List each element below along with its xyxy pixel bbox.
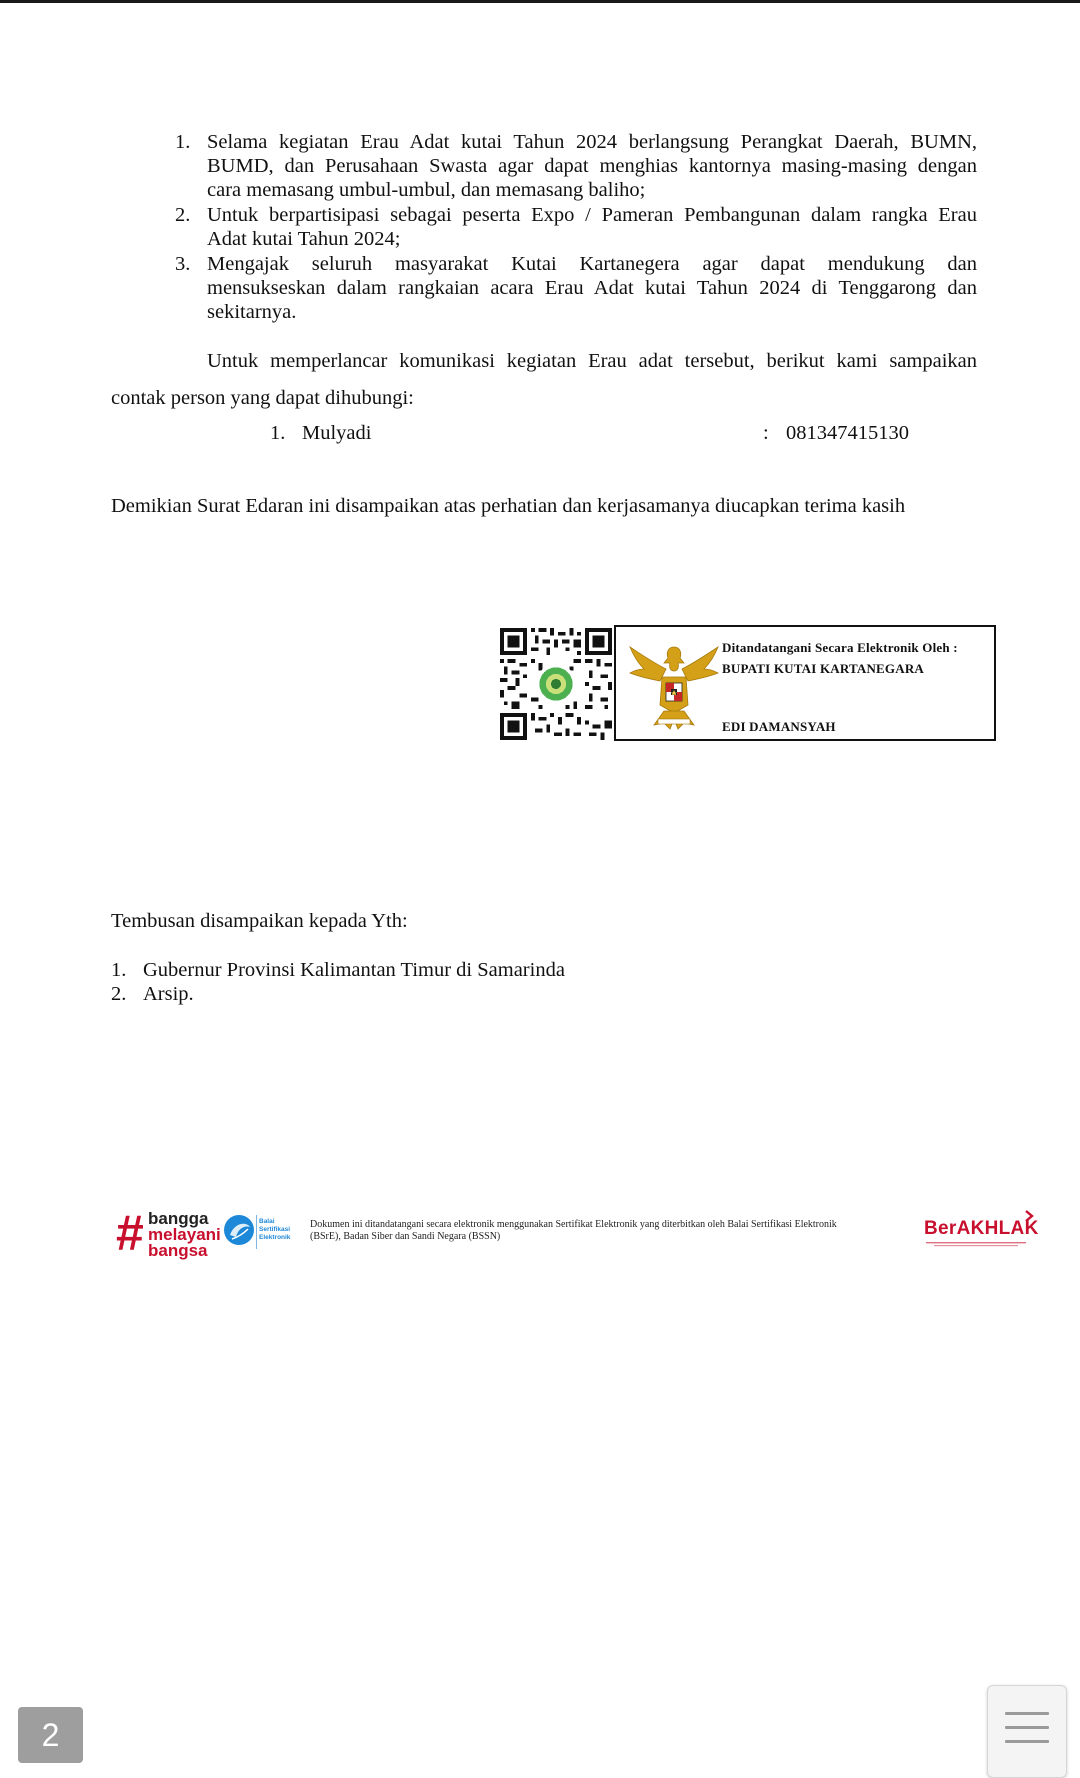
tembusan-number: 1. [111, 959, 127, 981]
signer-name: EDI DAMANSYAH [722, 719, 836, 734]
contact-name: Mulyadi [302, 422, 372, 444]
electronic-signature-box [614, 625, 996, 741]
bsre-word: Elektronik [259, 1234, 291, 1241]
signer-title: BUPATI KUTAI KARTANEGARA [722, 661, 925, 676]
garuda-emblem-icon [624, 633, 724, 733]
list-item-line: Mengajak seluruh masyarakat Kutai Kartanegera agar dapat mendukung dan [207, 253, 977, 275]
contact-intro-line: contak person yang dapat dihubungi: [111, 387, 414, 409]
signature-caption: Ditandatangani Secara Elektronik Oleh : [722, 640, 958, 655]
tembusan-item: Arsip. [143, 983, 194, 1005]
bangga-melayani-bangsa-logo [116, 1207, 226, 1259]
tembusan-heading: Tembusan disampaikan kepada Yth: [111, 910, 408, 932]
list-item-line: sekitarnya. [207, 301, 297, 323]
bsre-logo-icon [224, 1215, 254, 1245]
bsre-divider [256, 1215, 257, 1249]
hash-mark: # [116, 1205, 144, 1261]
tembusan-number: 2. [111, 983, 127, 1005]
closing-sentence: Demikian Surat Edaran ini disampaikan atas perhatian dan kerjasamanya diucapkan terima kasih [111, 495, 906, 517]
list-item-number: 1. [175, 131, 191, 153]
menu-bar [1005, 1712, 1049, 1715]
footer-note-line: Dokumen ini ditandatangani secara elektronik menggunakan Sertifikat Elektronik yang diterbitkan oleh Balai Sertifikasi Elektronik [310, 1219, 837, 1230]
hamburger-menu-icon[interactable] [987, 1685, 1067, 1778]
contact-number: 1. [270, 422, 286, 444]
bsre-word: Balai [259, 1218, 275, 1225]
contact-intro-line: Untuk memperlancar komunikasi kegiatan Erau adat tersebut, berikut kami sampaikan [207, 350, 977, 372]
bsre-word: Sertifikasi [259, 1226, 291, 1233]
contact-separator: : [763, 422, 769, 444]
footer-note-line: (BSrE), Badan Siber dan Sandi Negara (BSSN) [310, 1231, 501, 1242]
qr-code-icon [500, 628, 612, 740]
contact-phone: 081347415130 [786, 422, 909, 444]
chevron-right-icon [1022, 1209, 1036, 1223]
list-item-line: Adat kutai Tahun 2024; [207, 228, 401, 250]
berakhlak-tagline-icon [926, 1242, 1026, 1247]
list-item-line: mensukseskan dalam rangkaian acara Erau Adat kutai Tahun 2024 di Tenggarong dan [207, 277, 977, 299]
menu-bar [1005, 1726, 1049, 1729]
page-number-badge[interactable]: 2 [18, 1707, 83, 1763]
logo-word: bangsa [148, 1241, 208, 1260]
document-footer [112, 1205, 1037, 1265]
list-item-line: BUMD, dan Perusahaan Swasta agar dapat menghias kantornya masing-masing dengan [207, 155, 977, 177]
menu-bar [1005, 1740, 1049, 1743]
list-item-line: cara memasang umbul-umbul, dan memasang baliho; [207, 179, 646, 201]
berakhlak-logo: BerAKHLAK [924, 1218, 1039, 1239]
logo-word: melayani [148, 1225, 221, 1244]
list-item-number: 3. [175, 253, 191, 275]
list-item-number: 2. [175, 204, 191, 226]
tembusan-item: Gubernur Provinsi Kalimantan Timur di Samarinda [143, 959, 565, 981]
list-item-line: Selama kegiatan Erau Adat kutai Tahun 2024 berlangsung Perangkat Daerah, BUMN, [207, 131, 977, 153]
logo-word: bangga [148, 1209, 209, 1228]
top-border [0, 0, 1080, 3]
qr-code-graphic [500, 628, 612, 740]
list-item-line: Untuk berpartisipasi sebagai peserta Expo / Pameran Pembangunan dalam rangka Erau [207, 204, 977, 226]
bsre-wordmark [259, 1218, 290, 1242]
